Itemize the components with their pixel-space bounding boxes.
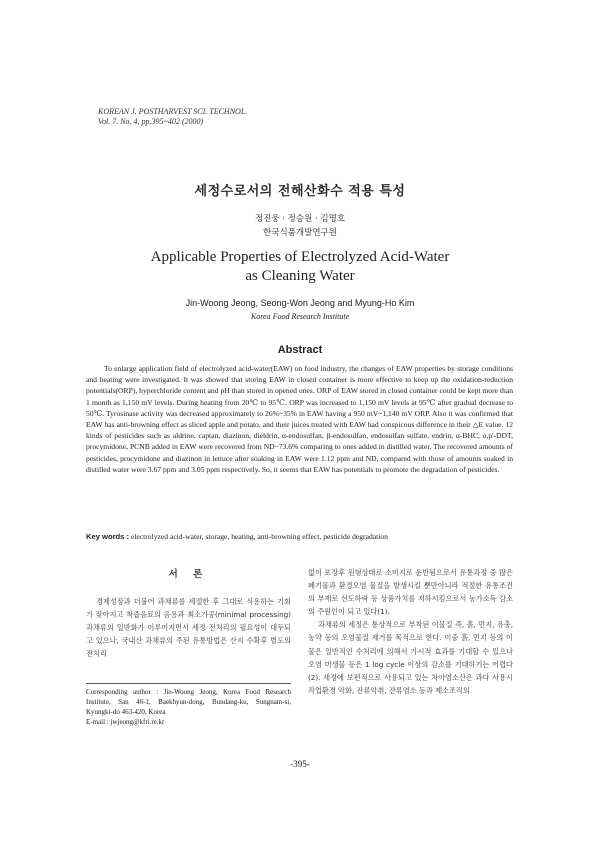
introduction-heading: 서 론 xyxy=(168,569,209,580)
left-column xyxy=(86,568,291,661)
keywords xyxy=(86,531,513,542)
title-english-line2: as Cleaning Water xyxy=(245,268,355,284)
journal-issue: Vol. 7. No. 4, pp.395~402 (2000) xyxy=(98,117,204,126)
affiliation-english: Korea Food Research Institute xyxy=(250,312,350,321)
intro-right-paragraph-1: 없이 포장후 원형상태로 소비지로 운반됨으로서 유통과정 중 많은 폐기물과 환경오염 물질을 발생시킬 뿐만아니라 적절한 유통조건의 부재로 선도하락 등 상품가치를 저하시킴으로서 농가소득 감소의 주원인이 되고 있다(1). xyxy=(308,568,513,617)
title-korean: 세정수로서의 전해산화수 적용 특성 xyxy=(194,184,406,199)
keywords-text: electrolyzed acid-water, storage, heating, anti-browning effect, pesticide degradation xyxy=(129,532,388,541)
page-number: -395- xyxy=(290,759,310,769)
authors-english: Jin-Woong Jeong, Seong-Won Jeong and Myung-Ho Kim xyxy=(185,298,415,308)
right-column xyxy=(308,566,513,697)
authors-korean-block xyxy=(0,212,600,240)
footnote-divider xyxy=(86,683,291,684)
abstract-heading: Abstract xyxy=(277,344,323,356)
title-english-line1: Applicable Properties of Electrolyzed Acid-Water xyxy=(150,249,450,265)
affiliation-korean: 한국식품개발연구원 xyxy=(263,228,337,238)
keywords-label: Key words : xyxy=(86,532,130,541)
title-english xyxy=(0,248,600,286)
corresponding-author-footnote: Corresponding author : Jin-Woong Jeong, Korea Food Research Institute, San 46-1, Baekhyun-dong, Bundang-ku, Sungnam-si, Kyungki-do 463-420, Korea E-mail : jwjeong@kfri.re.kr xyxy=(86,688,291,726)
journal-name: KOREAN J. POSTHARVEST SCI. TECHNOL. xyxy=(98,107,248,116)
intro-right-paragraph-2: 과채류의 세정은 통상적으로 부착된 이물질 즉, 흙, 먼지, 유충, 농약 등의 오염물질 제거를 목적으로 한다. 이중 흙, 먼지 등의 이물은 일반적인 수처리에 의해서 가시적 효과를 기대할 수 있으나 오염 미생물 등은 1 log cycle 이상의 감소를 기대하기는 어렵다(2). 세정에 보편적으로 사용되고 있는 차아염소산은 과다 사용시 작업환경 악화, 잔류악취, 잔류염소 등과 제소조직의 xyxy=(308,620,513,695)
journal-header xyxy=(98,107,247,127)
abstract-body: To enlarge application field of electrolyzed acid-water(EAW) on food industry, the changes of EAW properties by storage conditions and heating were investigated. It was showed that storing EAW in closed container is more effective to keep up the oxidation-reduction potentials(ORP), hyperchloride content and pH than stored in opened ones. ORP of EAW stored in closed container could be kept more than 1 month as 1,150 mV levels. During heating from 20℃ to 95℃, ORP was increased to 1,150 mV levels at 95℃ after gradual decrease to 50℃. Tyrosinase activity was decreased approximately to 26%~35% in EAW having a 950 mV~1,140 mV ORP. Also it was confirmed that EAW has anti-browning effect as sliced apple and potato, and their juices treated with EAW had conspicous difference in their △E value. 12 kinds of pesticides such as aldrine, captan, diazinon, dieldrin, α-endosulfan, β-endosulfan, endosulfan sulfate, endrin, α-BHC, o,p'-DDT, procymidone, PCNB added in EAW were recovered from ND~73.6% comparing to ones added in distilled water. The recovered amounts of pesticides, procymidone and diazinon in lettuce after soaking in EAW were 1.12 ppm and ND, compared with those of amounts soaked in distilled water were 3.67 ppm and 3.05 ppm respectively. So, it seems that EAW has potentials to promote the degradation of pesticides. xyxy=(86,364,513,474)
authors-korean: 정진웅 · 정승원 · 김명호 xyxy=(254,214,346,224)
intro-left-paragraph: 경제성장과 더불어 과채류를 세절한 후 그대로 식용하는 기회가 잦아지고 착즙음료의 음용과 최소가공(minimal processing) 과채류의 일반화가 이루어지면서 세정 전처리의 필요성이 대두되고 있으나, 국내산 과채류의 주된 유통방법은 산지 수확후 별도의 전처리 xyxy=(86,597,291,659)
